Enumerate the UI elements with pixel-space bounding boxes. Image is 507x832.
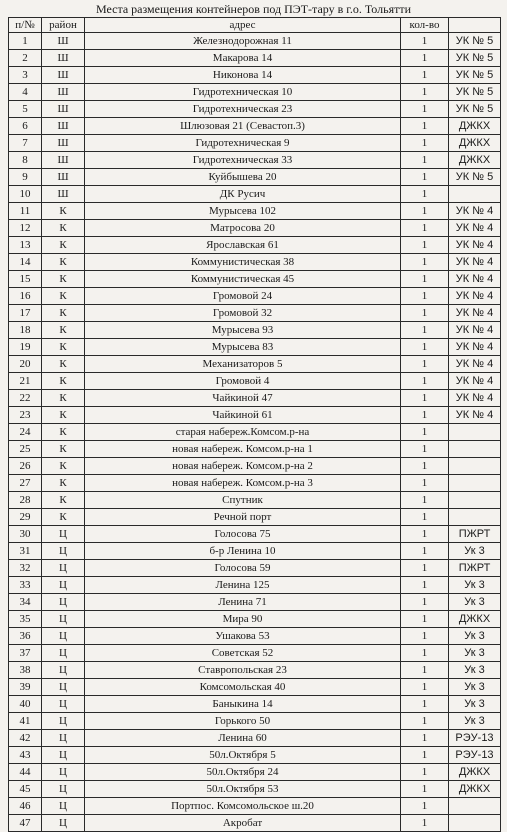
row-organization: УК № 5 bbox=[449, 67, 501, 84]
row-address: Речной порт bbox=[85, 509, 401, 526]
row-district: К bbox=[42, 373, 85, 390]
row-number: 26 bbox=[9, 458, 42, 475]
table-row bbox=[9, 781, 501, 798]
row-address: Коммунистическая 38 bbox=[85, 254, 401, 271]
row-organization: УК № 4 bbox=[449, 305, 501, 322]
row-address: Гидротехническая 33 bbox=[85, 152, 401, 169]
row-address: Чайкиной 47 bbox=[85, 390, 401, 407]
row-quantity: 1 bbox=[401, 390, 449, 407]
row-district: Ц bbox=[42, 781, 85, 798]
table-row bbox=[9, 441, 501, 458]
row-number: 12 bbox=[9, 220, 42, 237]
row-number: 16 bbox=[9, 288, 42, 305]
table-row bbox=[9, 305, 501, 322]
table-row bbox=[9, 713, 501, 730]
row-district: Ц bbox=[42, 645, 85, 662]
table-row bbox=[9, 747, 501, 764]
table-row bbox=[9, 526, 501, 543]
row-address: Макарова 14 bbox=[85, 50, 401, 67]
table-row bbox=[9, 543, 501, 560]
row-address: Портпос. Комсомольское ш.20 bbox=[85, 798, 401, 815]
table-row bbox=[9, 424, 501, 441]
table-row bbox=[9, 577, 501, 594]
row-address: новая набереж. Комсом.р-на 1 bbox=[85, 441, 401, 458]
row-organization: УК № 4 bbox=[449, 373, 501, 390]
row-address: 50л.Октября 53 bbox=[85, 781, 401, 798]
row-number: 21 bbox=[9, 373, 42, 390]
row-district: Ш bbox=[42, 135, 85, 152]
table-row bbox=[9, 33, 501, 50]
table-row bbox=[9, 407, 501, 424]
row-district: Ц bbox=[42, 611, 85, 628]
row-address: старая набереж.Комсом.р-на bbox=[85, 424, 401, 441]
row-number: 28 bbox=[9, 492, 42, 509]
table-row bbox=[9, 203, 501, 220]
table-row bbox=[9, 135, 501, 152]
row-quantity: 1 bbox=[401, 50, 449, 67]
row-number: 42 bbox=[9, 730, 42, 747]
containers-table bbox=[8, 17, 501, 832]
row-quantity: 1 bbox=[401, 764, 449, 781]
table-row bbox=[9, 254, 501, 271]
row-district: К bbox=[42, 237, 85, 254]
row-organization: УК № 4 bbox=[449, 339, 501, 356]
row-address: Ленина 60 bbox=[85, 730, 401, 747]
row-address: Спутник bbox=[85, 492, 401, 509]
row-organization: ДЖКХ bbox=[449, 135, 501, 152]
row-quantity: 1 bbox=[401, 526, 449, 543]
row-district: Ц bbox=[42, 696, 85, 713]
row-quantity: 1 bbox=[401, 815, 449, 832]
row-district: Ш bbox=[42, 169, 85, 186]
row-quantity: 1 bbox=[401, 662, 449, 679]
table-row bbox=[9, 101, 501, 118]
row-number: 39 bbox=[9, 679, 42, 696]
row-quantity: 1 bbox=[401, 458, 449, 475]
table-row bbox=[9, 169, 501, 186]
table-row bbox=[9, 322, 501, 339]
table-row bbox=[9, 152, 501, 169]
row-address: Советская 52 bbox=[85, 645, 401, 662]
row-number: 2 bbox=[9, 50, 42, 67]
row-quantity: 1 bbox=[401, 356, 449, 373]
row-quantity: 1 bbox=[401, 713, 449, 730]
row-address: Мурысева 93 bbox=[85, 322, 401, 339]
row-address: 50л.Октября 5 bbox=[85, 747, 401, 764]
row-address: Куйбышева 20 bbox=[85, 169, 401, 186]
row-quantity: 1 bbox=[401, 220, 449, 237]
table-row bbox=[9, 764, 501, 781]
table-row bbox=[9, 679, 501, 696]
row-address: 50л.Октября 24 bbox=[85, 764, 401, 781]
row-quantity: 1 bbox=[401, 237, 449, 254]
header-quantity: кол-во bbox=[401, 18, 449, 33]
row-number: 22 bbox=[9, 390, 42, 407]
row-district: К bbox=[42, 492, 85, 509]
row-district: Ц bbox=[42, 747, 85, 764]
row-number: 43 bbox=[9, 747, 42, 764]
row-address: Никонова 14 bbox=[85, 67, 401, 84]
row-district: Ц bbox=[42, 713, 85, 730]
table-row bbox=[9, 50, 501, 67]
row-district: Ш bbox=[42, 118, 85, 135]
row-district: Ш bbox=[42, 186, 85, 203]
row-organization: ДЖКХ bbox=[449, 611, 501, 628]
row-district: Ц bbox=[42, 764, 85, 781]
table-row bbox=[9, 662, 501, 679]
row-address: Ушакова 53 bbox=[85, 628, 401, 645]
header-organization bbox=[449, 18, 501, 33]
row-quantity: 1 bbox=[401, 696, 449, 713]
row-district: К bbox=[42, 322, 85, 339]
row-quantity: 1 bbox=[401, 645, 449, 662]
row-district: Ц bbox=[42, 730, 85, 747]
row-number: 7 bbox=[9, 135, 42, 152]
row-number: 10 bbox=[9, 186, 42, 203]
table-row bbox=[9, 492, 501, 509]
row-quantity: 1 bbox=[401, 509, 449, 526]
row-organization: Ук 3 bbox=[449, 543, 501, 560]
row-quantity: 1 bbox=[401, 67, 449, 84]
row-number: 8 bbox=[9, 152, 42, 169]
row-quantity: 1 bbox=[401, 203, 449, 220]
row-number: 30 bbox=[9, 526, 42, 543]
row-number: 5 bbox=[9, 101, 42, 118]
row-organization: РЭУ-13 bbox=[449, 747, 501, 764]
row-organization: УК № 5 bbox=[449, 33, 501, 50]
table-row bbox=[9, 271, 501, 288]
row-organization: Ук 3 bbox=[449, 577, 501, 594]
row-number: 38 bbox=[9, 662, 42, 679]
row-district: Ш bbox=[42, 50, 85, 67]
row-quantity: 1 bbox=[401, 288, 449, 305]
row-address: Громовой 4 bbox=[85, 373, 401, 390]
row-number: 3 bbox=[9, 67, 42, 84]
table-row bbox=[9, 696, 501, 713]
row-quantity: 1 bbox=[401, 169, 449, 186]
row-district: К bbox=[42, 424, 85, 441]
row-quantity: 1 bbox=[401, 747, 449, 764]
row-organization: УК № 4 bbox=[449, 322, 501, 339]
row-quantity: 1 bbox=[401, 254, 449, 271]
row-quantity: 1 bbox=[401, 577, 449, 594]
row-district: К bbox=[42, 475, 85, 492]
row-number: 37 bbox=[9, 645, 42, 662]
row-quantity: 1 bbox=[401, 424, 449, 441]
row-district: Ц bbox=[42, 577, 85, 594]
row-address: ДК Русич bbox=[85, 186, 401, 203]
row-address: Гидротехническая 10 bbox=[85, 84, 401, 101]
table-row bbox=[9, 339, 501, 356]
row-district: К bbox=[42, 390, 85, 407]
row-organization: Ук 3 bbox=[449, 696, 501, 713]
row-quantity: 1 bbox=[401, 611, 449, 628]
row-organization: УК № 5 bbox=[449, 101, 501, 118]
row-district: К bbox=[42, 339, 85, 356]
row-quantity: 1 bbox=[401, 186, 449, 203]
row-organization bbox=[449, 815, 501, 832]
row-organization: УК № 4 bbox=[449, 203, 501, 220]
row-number: 1 bbox=[9, 33, 42, 50]
row-district: Ц bbox=[42, 560, 85, 577]
row-number: 19 bbox=[9, 339, 42, 356]
row-number: 27 bbox=[9, 475, 42, 492]
table-header-row bbox=[9, 18, 501, 33]
row-quantity: 1 bbox=[401, 475, 449, 492]
row-district: Ш bbox=[42, 152, 85, 169]
row-organization: Ук 3 bbox=[449, 594, 501, 611]
row-number: 4 bbox=[9, 84, 42, 101]
row-district: К bbox=[42, 407, 85, 424]
table-row bbox=[9, 560, 501, 577]
row-organization: УК № 5 bbox=[449, 50, 501, 67]
table-row bbox=[9, 237, 501, 254]
table-row bbox=[9, 458, 501, 475]
row-organization: ДЖКХ bbox=[449, 152, 501, 169]
row-quantity: 1 bbox=[401, 152, 449, 169]
row-organization: Ук 3 bbox=[449, 645, 501, 662]
row-district: Ц bbox=[42, 798, 85, 815]
row-quantity: 1 bbox=[401, 628, 449, 645]
row-number: 40 bbox=[9, 696, 42, 713]
row-quantity: 1 bbox=[401, 373, 449, 390]
row-address: Механизаторов 5 bbox=[85, 356, 401, 373]
row-number: 6 bbox=[9, 118, 42, 135]
row-quantity: 1 bbox=[401, 543, 449, 560]
row-quantity: 1 bbox=[401, 594, 449, 611]
table-row bbox=[9, 628, 501, 645]
row-organization: ПЖРТ bbox=[449, 560, 501, 577]
row-address: Железнодорожная 11 bbox=[85, 33, 401, 50]
table-row bbox=[9, 509, 501, 526]
row-district: Ш bbox=[42, 101, 85, 118]
row-quantity: 1 bbox=[401, 407, 449, 424]
row-organization bbox=[449, 509, 501, 526]
row-organization bbox=[449, 475, 501, 492]
row-organization bbox=[449, 458, 501, 475]
table-row bbox=[9, 798, 501, 815]
row-number: 47 bbox=[9, 815, 42, 832]
row-district: К bbox=[42, 509, 85, 526]
table-row bbox=[9, 186, 501, 203]
row-organization: УК № 5 bbox=[449, 84, 501, 101]
row-address: Акробат bbox=[85, 815, 401, 832]
table-body bbox=[9, 33, 501, 832]
table-row bbox=[9, 611, 501, 628]
row-number: 24 bbox=[9, 424, 42, 441]
row-address: Комсомольская 40 bbox=[85, 679, 401, 696]
row-organization: Ук 3 bbox=[449, 662, 501, 679]
row-address: Мурысева 83 bbox=[85, 339, 401, 356]
row-quantity: 1 bbox=[401, 118, 449, 135]
row-number: 15 bbox=[9, 271, 42, 288]
table-row bbox=[9, 220, 501, 237]
row-address: Гидротехническая 9 bbox=[85, 135, 401, 152]
row-quantity: 1 bbox=[401, 135, 449, 152]
row-address: Громовой 24 bbox=[85, 288, 401, 305]
row-number: 18 bbox=[9, 322, 42, 339]
row-number: 13 bbox=[9, 237, 42, 254]
row-number: 9 bbox=[9, 169, 42, 186]
row-organization: Ук 3 bbox=[449, 628, 501, 645]
row-district: Ц bbox=[42, 628, 85, 645]
row-address: Гидротехническая 23 bbox=[85, 101, 401, 118]
row-organization: ДЖКХ bbox=[449, 118, 501, 135]
table-row bbox=[9, 356, 501, 373]
row-quantity: 1 bbox=[401, 730, 449, 747]
row-organization: УК № 5 bbox=[449, 169, 501, 186]
row-number: 29 bbox=[9, 509, 42, 526]
header-district: район bbox=[42, 18, 85, 33]
row-number: 17 bbox=[9, 305, 42, 322]
row-address: Шлюзовая 21 (Севастоп.3) bbox=[85, 118, 401, 135]
row-district: К bbox=[42, 288, 85, 305]
row-organization: Ук 3 bbox=[449, 679, 501, 696]
row-address: Мурысева 102 bbox=[85, 203, 401, 220]
row-district: Ц bbox=[42, 594, 85, 611]
table-row bbox=[9, 373, 501, 390]
row-address: Матросова 20 bbox=[85, 220, 401, 237]
row-district: Ц bbox=[42, 815, 85, 832]
row-district: К bbox=[42, 203, 85, 220]
row-organization bbox=[449, 424, 501, 441]
row-number: 11 bbox=[9, 203, 42, 220]
row-number: 31 bbox=[9, 543, 42, 560]
row-address: б-р Ленина 10 bbox=[85, 543, 401, 560]
table-row bbox=[9, 815, 501, 832]
row-quantity: 1 bbox=[401, 441, 449, 458]
row-district: К bbox=[42, 458, 85, 475]
row-address: Баныкина 14 bbox=[85, 696, 401, 713]
table-row bbox=[9, 118, 501, 135]
row-address: Ленина 125 bbox=[85, 577, 401, 594]
row-address: Горького 50 bbox=[85, 713, 401, 730]
row-district: К bbox=[42, 305, 85, 322]
table-row bbox=[9, 67, 501, 84]
row-address: Ярославская 61 bbox=[85, 237, 401, 254]
row-number: 20 bbox=[9, 356, 42, 373]
row-number: 34 bbox=[9, 594, 42, 611]
row-organization bbox=[449, 798, 501, 815]
row-number: 46 bbox=[9, 798, 42, 815]
row-district: К bbox=[42, 441, 85, 458]
row-number: 23 bbox=[9, 407, 42, 424]
row-district: Ц bbox=[42, 679, 85, 696]
row-quantity: 1 bbox=[401, 560, 449, 577]
table-row bbox=[9, 475, 501, 492]
row-organization: ДЖКХ bbox=[449, 781, 501, 798]
row-organization: РЭУ-13 bbox=[449, 730, 501, 747]
row-address: Коммунистическая 45 bbox=[85, 271, 401, 288]
table-row bbox=[9, 390, 501, 407]
row-district: Ш bbox=[42, 84, 85, 101]
row-organization: ПЖРТ bbox=[449, 526, 501, 543]
row-organization bbox=[449, 186, 501, 203]
row-number: 14 bbox=[9, 254, 42, 271]
row-organization: УК № 4 bbox=[449, 390, 501, 407]
row-quantity: 1 bbox=[401, 305, 449, 322]
row-district: К bbox=[42, 271, 85, 288]
row-number: 32 bbox=[9, 560, 42, 577]
row-quantity: 1 bbox=[401, 322, 449, 339]
row-number: 41 bbox=[9, 713, 42, 730]
row-district: К bbox=[42, 356, 85, 373]
row-organization: УК № 4 bbox=[449, 254, 501, 271]
row-number: 25 bbox=[9, 441, 42, 458]
row-address: Чайкиной 61 bbox=[85, 407, 401, 424]
document-title: Места размещения контейнеров под ПЭТ-тару в г.о. Тольятти bbox=[95, 2, 412, 16]
row-organization: УК № 4 bbox=[449, 288, 501, 305]
row-district: Ц bbox=[42, 526, 85, 543]
row-number: 36 bbox=[9, 628, 42, 645]
header-address: адрес bbox=[85, 18, 401, 33]
row-quantity: 1 bbox=[401, 339, 449, 356]
row-quantity: 1 bbox=[401, 781, 449, 798]
row-quantity: 1 bbox=[401, 679, 449, 696]
row-district: Ц bbox=[42, 543, 85, 560]
row-address: Громовой 32 bbox=[85, 305, 401, 322]
table-row bbox=[9, 84, 501, 101]
row-district: К bbox=[42, 220, 85, 237]
row-organization bbox=[449, 441, 501, 458]
row-district: Ш bbox=[42, 67, 85, 84]
row-organization: УК № 4 bbox=[449, 220, 501, 237]
row-address: новая набереж. Комсом.р-на 3 bbox=[85, 475, 401, 492]
row-organization: ДЖКХ bbox=[449, 764, 501, 781]
row-address: Ленина 71 bbox=[85, 594, 401, 611]
header-number: п/№ bbox=[9, 18, 42, 33]
table-row bbox=[9, 645, 501, 662]
row-address: Ставропольская 23 bbox=[85, 662, 401, 679]
row-district: Ш bbox=[42, 33, 85, 50]
row-organization: УК № 4 bbox=[449, 407, 501, 424]
row-quantity: 1 bbox=[401, 84, 449, 101]
row-number: 35 bbox=[9, 611, 42, 628]
row-organization: УК № 4 bbox=[449, 237, 501, 254]
row-organization: Ук 3 bbox=[449, 713, 501, 730]
table-row bbox=[9, 594, 501, 611]
row-organization: УК № 4 bbox=[449, 271, 501, 288]
row-organization bbox=[449, 492, 501, 509]
row-number: 45 bbox=[9, 781, 42, 798]
table-row bbox=[9, 288, 501, 305]
row-quantity: 1 bbox=[401, 101, 449, 118]
row-quantity: 1 bbox=[401, 33, 449, 50]
row-address: Голосова 59 bbox=[85, 560, 401, 577]
row-address: Мира 90 bbox=[85, 611, 401, 628]
row-number: 44 bbox=[9, 764, 42, 781]
row-organization: УК № 4 bbox=[449, 356, 501, 373]
row-district: Ц bbox=[42, 662, 85, 679]
row-address: Голосова 75 bbox=[85, 526, 401, 543]
table-row bbox=[9, 730, 501, 747]
row-quantity: 1 bbox=[401, 271, 449, 288]
row-quantity: 1 bbox=[401, 798, 449, 815]
row-address: новая набереж. Комсом.р-на 2 bbox=[85, 458, 401, 475]
row-quantity: 1 bbox=[401, 492, 449, 509]
row-district: К bbox=[42, 254, 85, 271]
row-number: 33 bbox=[9, 577, 42, 594]
